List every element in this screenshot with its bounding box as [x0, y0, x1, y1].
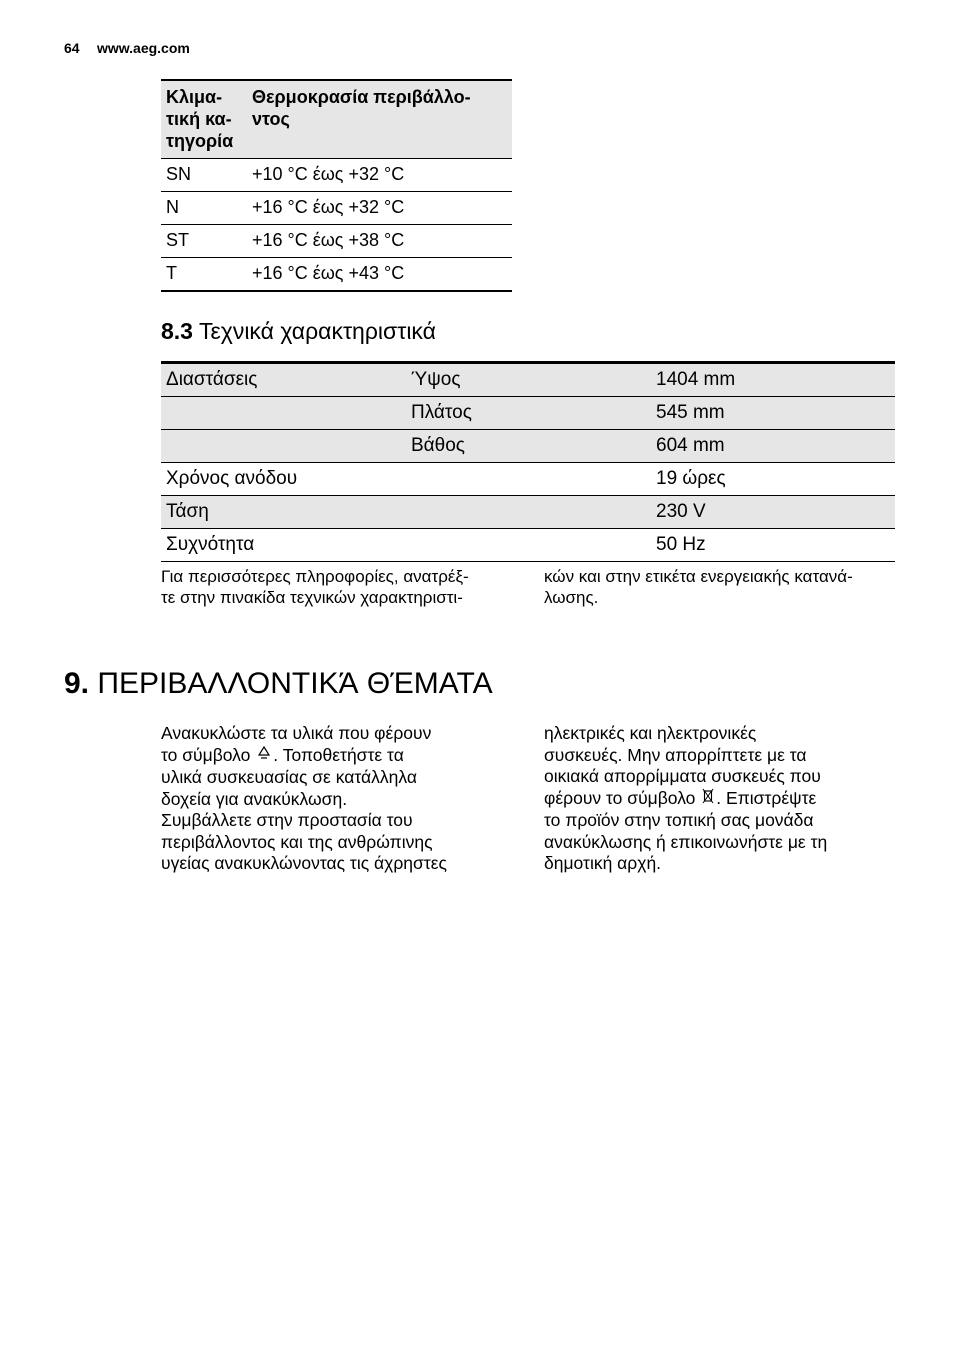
cell: Πλάτος — [411, 402, 472, 423]
climate-class-table — [161, 79, 512, 292]
cell: 230 V — [656, 501, 706, 522]
specs-note-left: Για περισσότερες πληροφορίες, ανατρέξ- τε στην πινακίδα τεχνικών χαρακτηριστι- — [161, 567, 469, 607]
header-climate-class: Κλιμα- τική κα- τηγορία — [166, 87, 234, 151]
table-row — [161, 159, 512, 192]
section-heading-9 — [64, 667, 493, 701]
section-title: ΠΕΡΙΒΑΛΛΟΝΤΙΚΆ ΘΈΜΑΤΑ — [97, 667, 493, 700]
table-row — [161, 463, 895, 496]
cell — [406, 529, 651, 562]
table-row — [161, 496, 895, 529]
cell — [406, 463, 651, 496]
environment-text-right — [544, 723, 884, 875]
section-number: 9. — [64, 667, 90, 700]
cell — [161, 430, 406, 463]
cell: SN — [166, 164, 192, 184]
cell: ST — [166, 230, 190, 250]
recycle-icon — [257, 745, 271, 768]
environment-text-left — [161, 723, 491, 875]
cell: 50 Hz — [656, 534, 706, 555]
header-ambient-temp: Θερμοκρασία περιβάλλο- ντος — [252, 87, 471, 129]
cell: +16 °C έως +32 °C — [252, 197, 405, 217]
specs-note-right: κών και στην ετικέτα ενεργειακής κατανά- λωσης. — [544, 567, 853, 607]
section-title: Τεχνικά χαρακτηριστικά — [198, 318, 436, 344]
cell: 545 mm — [656, 402, 725, 423]
table-header-row — [161, 80, 512, 159]
cell: Χρόνος ανόδου — [166, 468, 298, 489]
table-row — [161, 397, 895, 430]
site-url: www.aeg.com — [97, 40, 190, 56]
cell: Τάση — [166, 501, 209, 522]
cell: Συχνότητα — [166, 534, 255, 555]
section-heading-8-3 — [161, 318, 436, 345]
cell: N — [166, 197, 179, 217]
text-part: Ανακυκλώστε τα υλικά που φέρουν το σύμβολο — [161, 723, 432, 765]
table-row — [161, 363, 895, 397]
text-part: ηλεκτρικές και ηλεκτρονικές συσκευές. Μην απορρίπτετε με τα οικιακά απορρίμματα συσκευές που φέρουν το σύμβολο — [544, 723, 821, 808]
cell: +10 °C έως +32 °C — [252, 164, 405, 184]
cell: T — [166, 263, 177, 283]
crossed-bin-icon — [702, 788, 714, 811]
table-row — [161, 529, 895, 562]
section-number: 8.3 — [161, 318, 193, 344]
text-part: . Τοποθετήστε τα υλικά συσκευασίας σε κατάλληλα δοχεία για ανακύκλωση. Συμβάλλετε στην προστασία του περιβάλλοντος και της ανθρώπινης υγείας ανακυκλώνοντας τις άχρηστες — [161, 744, 447, 873]
text-part: . Επιστρέψτε το προϊόν στην τοπική σας μονάδα ανακύκλωσης ή επικοινωνήστε με τη δημοτική αρχή. — [544, 787, 828, 873]
cell: +16 °C έως +43 °C — [252, 263, 405, 283]
table-row — [161, 225, 512, 258]
cell — [161, 397, 406, 430]
table-row — [161, 192, 512, 225]
cell: 1404 mm — [656, 369, 736, 390]
table-row — [161, 430, 895, 463]
technical-data-table — [161, 361, 895, 562]
page-number: 64 — [64, 40, 80, 56]
table-row — [161, 258, 512, 292]
cell: +16 °C έως +38 °C — [252, 230, 405, 250]
cell — [406, 496, 651, 529]
cell: Διαστάσεις — [166, 369, 258, 390]
cell: Βάθος — [411, 435, 465, 456]
cell: Ύψος — [411, 369, 461, 390]
cell: 604 mm — [656, 435, 725, 456]
cell: 19 ώρες — [656, 468, 726, 489]
